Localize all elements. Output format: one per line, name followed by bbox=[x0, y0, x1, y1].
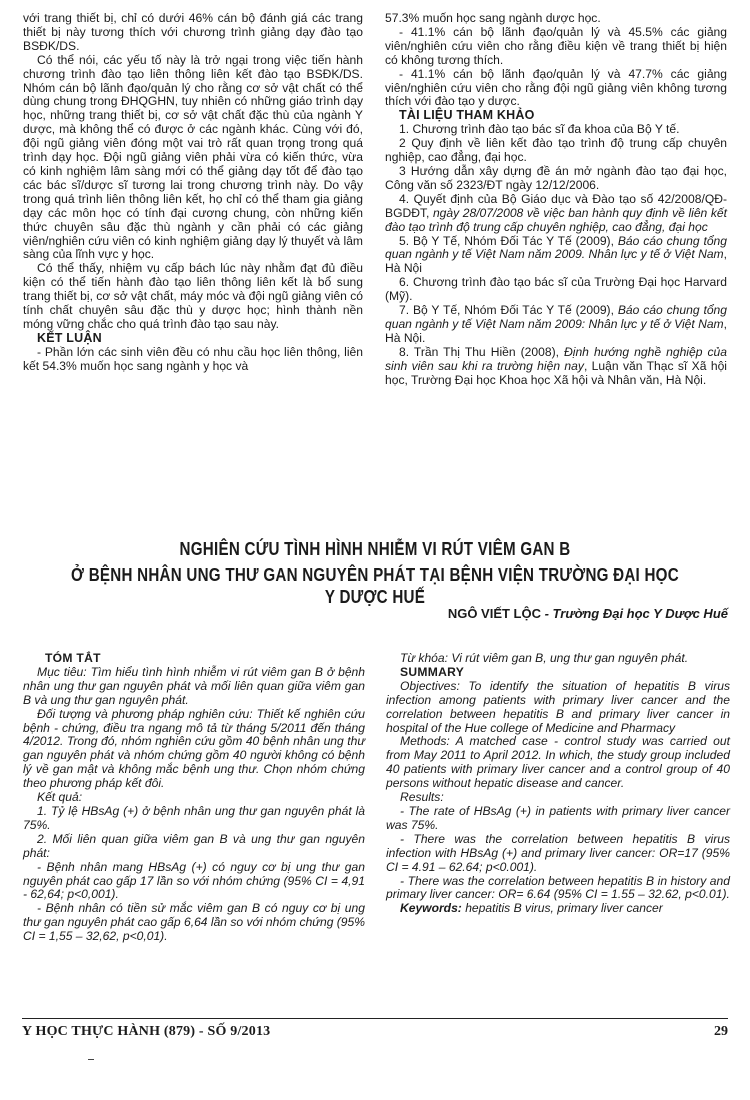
article-title-line-2: Ở BỆNH NHÂN UNG THƯ GAN NGUYÊN PHÁT TẠI BỆNH VIỆN TRƯỜNG ĐẠI HỌC Y DƯỢC HUẾ bbox=[71, 564, 679, 607]
paragraph: Có thể thấy, nhiệm vụ cấp bách lúc này nhằm đạt đủ điều kiện có thể tiến hành đào tạo liên thông liên kết là bổ sung trang thiết bị, cơ sở vật chất, máy móc và đội ngũ giảng viên có tính chất chuyên sâu đặc thù y dược học; hình thành nền móng vững chắc cho quá trình đào tạo sau này. bbox=[23, 261, 363, 331]
paragraph: Results: bbox=[400, 790, 444, 805]
reference-item: 3 Hướng dẫn xây dựng đề án mở ngành đào tạo đại học, Công văn số 2323/ĐT ngày 12/12/2006. bbox=[385, 163, 727, 192]
footer-rule bbox=[22, 1018, 728, 1019]
paragraph: Mục tiêu: Tìm hiểu tình hình nhiễm vi rút viêm gan B ở bệnh nhân ung thư gan nguyên phát và mối liên quan giữa viêm gan B và ung thư gan nguyên phát. bbox=[23, 664, 365, 707]
abstract-english bbox=[386, 652, 730, 916]
conclusion-heading: KẾT LUẬN bbox=[37, 330, 102, 345]
reference-item: 6. Chương trình đào tạo bác sĩ của Trường Đại học Harvard (Mỹ). bbox=[385, 275, 727, 304]
reference-item: 5. Bộ Y Tế, Nhóm Đối Tác Y Tế (2009), Báo cáo chung tổng quan ngành y tế Việt Nam năm 2009. Nhân lực y tế ở Việt Nam, Hà Nội bbox=[385, 233, 727, 276]
paragraph: - There was the correlation between hepatitis B virus infection with HBsAg (+) and primary liver cancer: OR=17 (95% CI = 4.91 – 62.64; p<0.001). bbox=[386, 831, 730, 874]
prev-article-column-left bbox=[23, 12, 363, 374]
author-name: NGÔ VIẾT LỘC bbox=[447, 606, 541, 621]
paragraph: - The rate of HBsAg (+) in patients with primary liver cancer was 75%. bbox=[386, 803, 730, 832]
paragraph: Kết quả: bbox=[37, 790, 83, 805]
paragraph: - 41.1% cán bộ lãnh đạo/quản lý và 47.7% các giảng viên/nghiên cứu viên cho rằng đội ngũ giảng viên không tương thích với đào tạo y dược. bbox=[385, 66, 727, 109]
reference-item: 7. Bộ Y Tế, Nhóm Đối Tác Y Tế (2009), Báo cáo chung tổng quan ngành y tế Việt Nam năm 2009: Nhân lực y tế ở Việt Nam, Hà Nội. bbox=[385, 303, 727, 345]
paragraph: - Phần lớn các sinh viên đều có nhu cầu học liên thông, liên kết 54.3% muốn học sang ngành y học và bbox=[23, 344, 363, 373]
author-affiliation: - Trường Đại học Y Dược Huế bbox=[541, 606, 728, 621]
paragraph: Methods: A matched case - control study was carried out from May 2011 to April 2012. In which, the study group included 40 patients with primary liver cancer and a control group of 40 persons without hepatic disease and cancer. bbox=[386, 734, 730, 791]
keywords-vi: Từ khóa: Vi rút viêm gan B, ung thư gan nguyên phát. bbox=[400, 651, 689, 665]
article-title-line-1: NGHIÊN CỨU TÌNH HÌNH NHIỄM VI RÚT VIÊM GAN B bbox=[179, 538, 571, 559]
paragraph: 2. Mối liên quan giữa viêm gan B và ung thư gan nguyên phát: bbox=[23, 831, 365, 860]
page-number: 29 bbox=[714, 1024, 728, 1039]
paragraph: - There was the correlation between hepatitis B in history and primary liver cancer: OR= 6.64 (95% CI = 1.55 – 32.62, p<0.01). bbox=[386, 873, 730, 902]
paragraph: - Bệnh nhân mang HBsAg (+) có nguy cơ bị ung thư gan nguyên phát cao gấp 17 lần so với nhóm chứng (95% CI = 4,91 - 62,64; p<0,001). bbox=[23, 859, 365, 902]
paragraph: Có thể nói, các yếu tố này là trở ngại trong việc tiến hành chương trình đào tạo liên thông liên kết đào tạo BSĐK/DS. Nhóm cán bộ lãnh đạo/quản lý cho rằng cơ sở vật chất có thể dùng chung trong ĐHQGHN, tuy nhiên có những giáo trình dạy học, những trang thiết bị, cơ sở vật chất đặc thù của ngành Y dược, mà không thể có được ở các ngành khác. Cùng với đó, đội ngũ giảng viên đóng một vai trò rất quan trọng trong quá trình dạy học. Đội ngũ giảng viên phải vừa có kiến thức, vừa có kinh nghiệm lâm sàng mới có thể giảng dạy tốt để đào tạo các bác sĩ/dược sĩ tương lai trong chương trình này. Do vậy trong quá trình liên thông liên kết, họ chỉ có thể tham gia giảng dạy các môn học có tính đại cương chung, còn những kiến thức chuyên sâu đặc thù ngành y cần phải có các giảng viên/nghiên cứu viên có kinh nghiệm giảng dạy lý thuyết và lâm sàng của lĩnh vực y học. bbox=[23, 52, 363, 262]
paragraph: Objectives: To identify the situation of hepatitis B virus infection among patients with primary liver cancer and the correlation between hepatitis B and primary liver cancer in hospital of the Hue college of Medicine and Pharmacy bbox=[386, 678, 730, 735]
keywords-en: Keywords: hepatitis B virus, primary liver cancer bbox=[400, 901, 663, 916]
paragraph: 1. Tỷ lệ HBsAg (+) ở bệnh nhân ung thư gan nguyên phát là 75%. bbox=[23, 803, 365, 832]
author-line bbox=[448, 606, 728, 621]
journal-name: Y HỌC THỰC HÀNH (879) - SỐ 9/2013 bbox=[22, 1024, 271, 1039]
prev-article-column-right bbox=[385, 12, 727, 387]
paragraph: - Bệnh nhân có tiền sử mắc viêm gan B có nguy cơ bị ung thư gan nguyên phát cao gấp 6,64 lần so với nhóm chứng (95% CI = 1,55 – 32,62, p<0,01). bbox=[23, 901, 366, 944]
paragraph: 57.3% muốn học sang ngành dược học. bbox=[385, 11, 601, 25]
paragraph: với trang thiết bị, chỉ có dưới 46% cán bộ đánh giá các trang thiết bị này tương thích với chương trình giảng dạy đào tạo BSĐK/DS. bbox=[23, 11, 363, 53]
summary-heading: SUMMARY bbox=[400, 664, 465, 679]
reference-item: 4. Quyết định của Bộ Giáo dục và Đào tạo số 42/2008/QĐ-BGDĐT, ngày 28/07/2008 về việc ban hành quy định về liên kết đào tạo trình độ trung cấp chuyên nghiệp, cao đẳng, đại học bbox=[385, 191, 727, 234]
paragraph: - 41.1% cán bộ lãnh đạo/quản lý và 45.5% các giảng viên/nghiên cứu viên cho rằng điều kiện về trang thiết bị hiện có không tương thích. bbox=[385, 24, 727, 67]
reference-item: 8. Trần Thị Thu Hiền (2008), Định hướng nghề nghiệp của sinh viên sau khi ra trường hiện nay, Luận văn Thạc sĩ Xã hội học, Trường Đại học Khoa học Xã hội và Nhân văn, Hà Nội. bbox=[385, 344, 728, 387]
abstract-vietnamese bbox=[23, 652, 365, 944]
references-heading: TÀI LIỆU THAM KHẢO bbox=[399, 108, 535, 123]
abstract-heading: TÓM TẮT bbox=[45, 651, 101, 665]
divider bbox=[88, 1059, 94, 1060]
reference-item: 2 Quy định về liên kết đào tạo trình độ trung cấp chuyên nghiệp, cao đẳng, đại học. bbox=[385, 136, 727, 165]
paragraph: Đối tượng và phương pháp nghiên cứu: Thiết kế nghiên cứu bệnh - chứng, điều tra ngang mô tả từ tháng 5/2011 đến tháng 4/2012. Trong đó, nhóm nghiên cứu gồm 40 bệnh nhân ung thư gan nguyên phát và nhóm chứng gồm 40 người không có bệnh lý về gan mật và không mắc bệnh ung thư. Chọn nhóm chứng theo phương pháp kết đôi. bbox=[23, 706, 365, 791]
reference-item: 1. Chương trình đào tạo bác sĩ đa khoa của Bộ Y tế. bbox=[399, 122, 680, 137]
